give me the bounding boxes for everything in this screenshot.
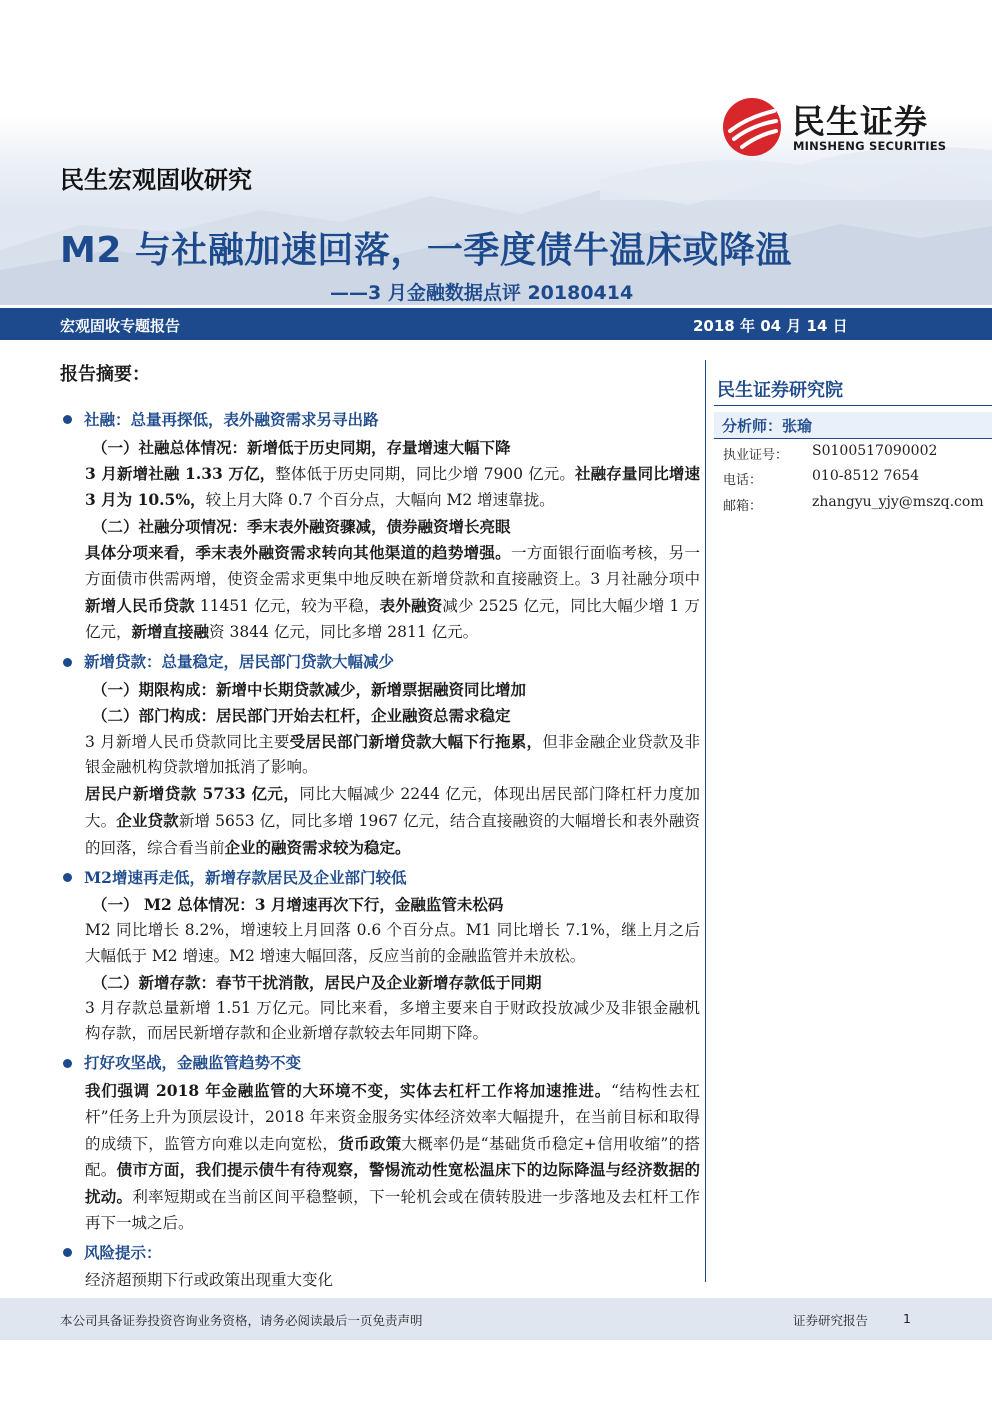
subsection-heading: （一）期限构成：新增中长期贷款减少，新增票据融资同比增加: [92, 679, 527, 699]
emphasized-text: 居民户新增贷款 5733 亿元，: [85, 784, 300, 804]
paragraph: [60, 461, 700, 515]
footer-disclaimer: 本公司具备证券投资咨询业务资格，请务必阅读最后一页免责声明: [60, 1313, 423, 1328]
contact-label-phone: 电话：: [723, 473, 763, 488]
emphasized-text: 债市方面，我们提示债牛有待观察，警惕流动性宽松温床下的边际降温与经济数据的扰动。: [85, 1160, 700, 1207]
text-run: 新增 5653 亿，同比多增 1967 亿元，结合直接融资的大幅增长和表外融资的回落，综合看当前: [85, 811, 700, 857]
text-run: M2 同比增长 8.2%，增速较上月回落 0.6 个百分点。M1 同比增长 7.1%，继上月之后大幅低于 M2 增速。M2 增速大幅回落，反应当前的金融监管并未放松。: [85, 921, 700, 965]
text-run: 11451 亿元，较为平稳，: [194, 596, 380, 615]
emphasized-text: 表外融资: [379, 595, 443, 615]
paragraph: [60, 781, 700, 861]
subsection-heading: （一） M2 总体情况：3 月增速再次下行，金融监管未松码: [92, 895, 504, 915]
emphasized-text: 企业贷款: [116, 810, 179, 830]
logo-chinese-name: 民生证券: [792, 102, 928, 141]
emphasized-text: 3 月新增社融 1.33 万亿，: [85, 463, 276, 483]
section-heading-text: 新增贷款：总量稳定，居民部门贷款大幅减少: [84, 652, 395, 672]
footer-doc-type: 证券研究报告: [793, 1313, 869, 1328]
text-run: 减少 2525 亿元，同比大幅少增 1 万亿元，: [85, 596, 700, 642]
bullet-dot-icon: [63, 873, 72, 882]
section-heading: [60, 865, 700, 891]
contact-value-phone: 010-8512 7654: [812, 468, 920, 484]
section-heading: [60, 407, 700, 433]
paragraph: [60, 996, 700, 1048]
emphasized-text: 货币政策: [338, 1133, 402, 1153]
paragraph: [60, 1268, 700, 1294]
contact-value-license: S0100517090002: [812, 443, 938, 459]
institute-underline: [714, 405, 992, 406]
page-number: 1: [903, 1311, 911, 1326]
contact-label-license: 执业证号：: [723, 448, 789, 463]
section-heading-text: 风险提示：: [84, 1242, 162, 1262]
text-run: 但非金融企业贷款及非银金融机构贷款增加抵消了影响。: [85, 732, 700, 777]
logo-english-name: MINSHENG SECURITIES: [793, 139, 947, 153]
text-run: 利率短期或在当前区间平稳整顿，下一轮机会或在债转股进一步落地及去杠杆工作再下一城之后。: [85, 1188, 700, 1232]
section-heading: [60, 649, 700, 675]
report-title: M2 与社融加速回落，一季度债牛温床或降温: [60, 230, 792, 271]
abstract-heading: 报告摘要：: [60, 364, 150, 385]
report-type: 宏观固收专题报告: [60, 317, 181, 335]
text-run: 一方面银行面临考核，另一方面债市供需两增，使资金需求更集中地反映在新增贷款和直接融资上。3 月社融分项中: [85, 543, 700, 588]
section-heading-text: M2增速再走低，新增存款居民及企业部门较低: [84, 867, 407, 887]
emphasized-text: 新增直接融: [131, 622, 210, 642]
analyst-underline: [714, 438, 992, 439]
paragraph: [60, 540, 700, 646]
text-run: 经济超预期下行或政策出现重大变化: [85, 1270, 334, 1289]
emphasized-text: 受居民部门新增贷款大幅下行拖累，: [289, 731, 543, 751]
emphasized-text: 我们强调 2018 年金融监管的大环境不变，实体去杠杆工作将加速推进。: [85, 1080, 611, 1100]
text-run: 同比大幅减少 2244 亿元，体现出居民部门降杠杆力度加大。: [85, 785, 700, 830]
subsection-heading: （一）社融总体情况：新增低于历史同期，存量增速大幅下降: [92, 437, 511, 457]
analyst-name: 分析师：张瑜: [722, 417, 813, 435]
section-heading-text: 社融：总量再探低，表外融资需求另寻出路: [84, 410, 379, 429]
text-run: 3 月新增人民币贷款同比主要: [85, 732, 290, 751]
emphasized-text: 社融存量同比增速 3 月为 10.5%，: [85, 463, 700, 510]
subsection-heading: （二）新增存款：春节干扰消散，居民户及企业新增存款低于同期: [92, 972, 542, 992]
section-heading: [60, 1050, 700, 1076]
bullet-dot-icon: [63, 1248, 72, 1257]
subsection-heading: （二）部门构成：居民部门开始去杠杆，企业融资总需求稳定: [92, 705, 511, 725]
text-run: 整体低于历史同期，同比少增 7900 亿元。: [275, 464, 576, 483]
column-divider: [705, 360, 706, 1282]
section-heading: [60, 1240, 700, 1266]
bullet-dot-icon: [63, 1059, 72, 1068]
text-run: 较上月大降 0.7 个百分点，大幅向 M2 增速靠拢。: [205, 491, 555, 510]
contact-label-email: 邮箱：: [723, 499, 763, 514]
paragraph: [60, 918, 700, 970]
text-run: “结构性去杠杆”任务上升为顶层设计，2018 年来资金服务实体经济效率大幅提升，在当前目标和取得的成绩下，监管方向难以走向宽松，: [85, 1081, 700, 1153]
abstract-body: [60, 404, 700, 1293]
emphasized-text: 具体分项来看，季末表外融资需求转向其他渠道的趋势增强。: [85, 542, 511, 562]
paragraph: [60, 729, 700, 782]
subsection-heading: （二）社融分项情况：季末表外融资骤减，债券融资增长亮眼: [92, 517, 511, 537]
report-subtitle: ——3 月金融数据点评 20180414: [330, 282, 634, 304]
text-run: 3 月存款总量新增 1.51 万亿元。同比来看，多增主要来自于财政投放减少及非银金融机构存款，而居民新增存款和企业新增存款较去年同期下降。: [85, 998, 700, 1043]
emphasized-text: 企业的融资需求较为稳定。: [224, 837, 411, 857]
text-run: 大概率仍是“基础货币稳定+信用收缩”的搭配。: [85, 1134, 700, 1180]
emphasized-text: 新增人民币贷款: [85, 595, 195, 615]
report-date: 2018 年 04 月 14 日: [693, 317, 848, 335]
bullet-dot-icon: [63, 415, 72, 424]
text-run: 资 3844 亿元，同比多增 2811 亿元。: [209, 623, 479, 642]
paragraph: [60, 1078, 700, 1237]
bullet-dot-icon: [63, 658, 72, 667]
minsheng-logo-icon: [722, 97, 782, 157]
section-heading-text: 打好攻坚战，金融监管趋势不变: [84, 1053, 302, 1073]
series-title: 民生宏观固收研究: [60, 166, 252, 194]
contact-value-email[interactable]: zhangyu_yjy@mszq.com: [812, 494, 984, 510]
institute-name: 民生证券研究院: [717, 380, 843, 401]
